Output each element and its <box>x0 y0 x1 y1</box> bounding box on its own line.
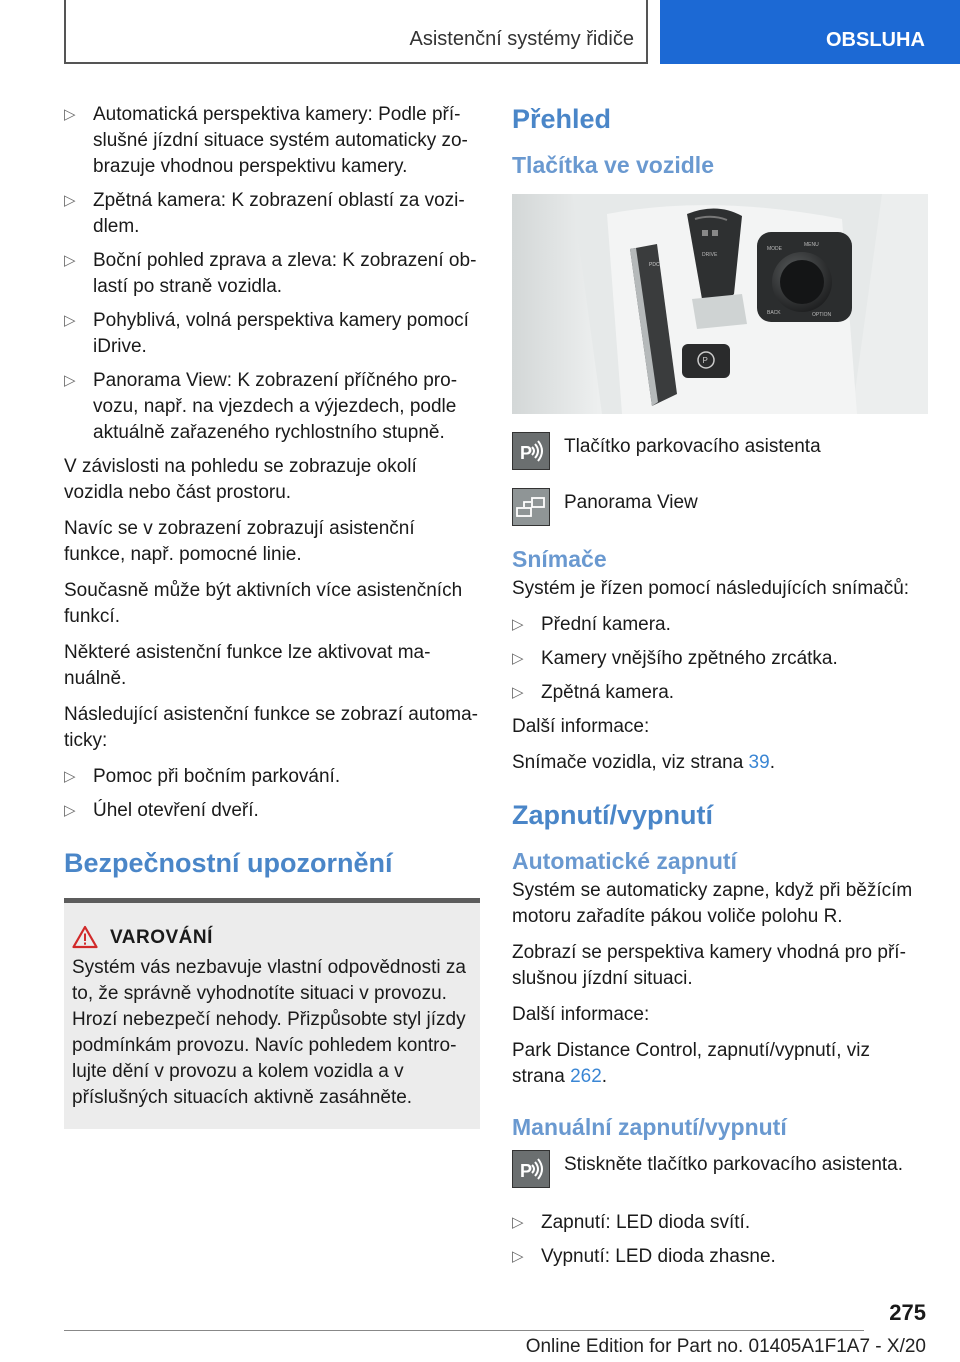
camera-views-list <box>64 102 480 446</box>
bullet-triangle-icon: ▷ <box>512 650 524 667</box>
list-item: ▷ Zpětná kamera: K zobrazení oblastí za vozidlem. <box>64 190 465 237</box>
icon-legend-row <box>512 432 928 470</box>
paragraph: Některé asistenční funkce lze aktivovat manuálně. <box>64 642 431 689</box>
bullet-triangle-icon: ▷ <box>64 372 76 389</box>
icon-label: Stiskněte tlačítko parkovacího asistenta. <box>564 1154 904 1175</box>
list-item: ▷ Zapnutí: LED dioda svítí. <box>512 1210 928 1236</box>
photo-label: BACK <box>767 310 781 316</box>
photo-label: OPTION <box>812 312 832 318</box>
paragraph: Zobrazí se perspektiva kamery vhodná pro příslušnou jízdní situaci. <box>512 942 906 989</box>
bullet-triangle-icon: ▷ <box>64 106 76 123</box>
bullet-triangle-icon: ▷ <box>512 684 524 701</box>
icon-legend-row <box>512 1150 928 1188</box>
buttons-heading: Tlačítka ve vozidle <box>512 152 714 178</box>
paragraph: V závislosti na pohledu se zobrazuje okolí vozidla nebo část prostoru. <box>64 456 417 503</box>
bullet-triangle-icon: ▷ <box>64 768 76 785</box>
bullet-triangle-icon: ▷ <box>64 312 76 329</box>
warning-box <box>64 903 480 1129</box>
bullet-triangle-icon: ▷ <box>64 802 76 819</box>
onoff-heading: Zapnutí/vypnutí <box>512 800 713 830</box>
bullet-triangle-icon: ▷ <box>64 252 76 269</box>
photo-label: PDC <box>649 262 660 268</box>
list-item: ▷ Boční pohled zprava a zleva: K zobrazení oblastí po straně vozidla. <box>64 250 477 297</box>
bullet-triangle-icon: ▷ <box>64 192 76 209</box>
paragraph: Současně může být aktivních více asistenčních funkcí. <box>64 580 463 627</box>
warning-title: VAROVÁNÍ <box>110 927 213 948</box>
list-item: ▷ Kamery vnějšího zpětného zrcátka. <box>512 646 928 672</box>
sensors-list <box>512 612 928 706</box>
warning-text: Systém vás nezbavuje vlastní odpovědnosti za to, že správně vyhodnotíte situaci v provozu. Hrozí nebezpečí nehody. Přizpůsobte styl jízdy podmínkám provozu. Navíc pohledem kontrolujte dění v provozu a kolem vozidla a v příslušných situacích aktivně zasáhněte. <box>72 957 466 1108</box>
paragraph: Následující asistenční funkce se zobrazí automaticky: <box>64 704 478 751</box>
list-item: ▷ Vypnutí: LED dioda zhasne. <box>512 1244 928 1270</box>
paragraph: Navíc se v zobrazení zobrazují asistenční funkce, např. pomocné linie. <box>64 518 415 565</box>
bullet-triangle-icon: ▷ <box>512 616 524 633</box>
list-item: ▷ Pohyblivá, volná perspektiva kamery pomocí iDrive. <box>64 310 469 357</box>
svg-text:P: P <box>520 1161 533 1181</box>
panorama-view-icon <box>512 488 550 526</box>
paragraph: Systém se automaticky zapne, když při běžícím motoru zařadíte pákou voliče polohu R. <box>512 880 913 927</box>
chapter-tab[interactable]: OBSLUHA <box>660 0 960 64</box>
park-assist-icon <box>512 432 550 470</box>
list-item: ▷ Úhel otevření dveří. <box>64 798 480 824</box>
photo-label: MODE <box>767 246 782 252</box>
list-item: ▷ Automatická perspektiva kamery: Podle příslušné jízdní situace systém automaticky zobrazuje vhodnou perspektivu kamery. <box>64 104 468 177</box>
cross-reference: Park Distance Control, zapnutí/vypnutí, viz strana 262. <box>512 1040 870 1087</box>
icon-label: Panorama View <box>564 492 698 513</box>
page-link[interactable]: 262 <box>570 1066 602 1087</box>
auto-heading: Automatické zapnutí <box>512 848 737 874</box>
right-column <box>512 102 928 1278</box>
photo-label: DRIVE <box>702 252 718 258</box>
overview-heading: Přehled <box>512 104 612 134</box>
center-console-illustration <box>512 194 928 414</box>
icon-legend-row <box>512 488 928 526</box>
page-link[interactable]: 39 <box>748 752 770 773</box>
list-item: ▷ Pomoc při bočním parkování. <box>64 764 480 790</box>
paragraph: Systém je řízen pomocí následujících snímačů: <box>512 578 910 599</box>
auto-functions-list <box>64 764 480 824</box>
center-console-photo <box>512 194 928 414</box>
header-box <box>64 0 648 64</box>
list-item: ▷ Zpětná kamera. <box>512 680 928 706</box>
list-item: ▷ Panorama View: K zobrazení příčného provozu, např. na vjezdech a výjezdech, podle aktuálně zařazeného rychlostního stupně. <box>64 370 458 443</box>
photo-label: P <box>702 356 708 365</box>
edition-text: Online Edition for Part no. 01405A1F1A7 - X/20 <box>525 1336 926 1357</box>
icon-label: Tlačítko parkovacího asistenta <box>564 436 821 457</box>
photo-label: MENU <box>804 242 819 248</box>
manual-list <box>512 1210 928 1270</box>
svg-text:P: P <box>520 443 533 463</box>
bullet-triangle-icon: ▷ <box>512 1248 524 1265</box>
paragraph: Další informace: <box>512 1004 650 1025</box>
cross-reference: Snímače vozidla, viz strana 39. <box>512 752 775 773</box>
manual-heading: Manuální zapnutí/vypnutí <box>512 1114 787 1140</box>
safety-heading: Bezpečnostní upozornění <box>64 848 393 878</box>
left-column <box>64 102 480 1129</box>
warning-title-row <box>72 925 470 951</box>
park-assist-icon <box>512 1150 550 1188</box>
footer-divider <box>64 1330 864 1331</box>
page-number: 275 <box>889 1300 926 1325</box>
warning-triangle-icon <box>72 925 98 957</box>
section-title: Asistenční systémy řidiče <box>409 28 634 50</box>
list-item: ▷ Přední kamera. <box>512 612 928 638</box>
sensors-heading: Snímače <box>512 546 607 572</box>
paragraph: Další informace: <box>512 716 650 737</box>
bullet-triangle-icon: ▷ <box>512 1214 524 1231</box>
